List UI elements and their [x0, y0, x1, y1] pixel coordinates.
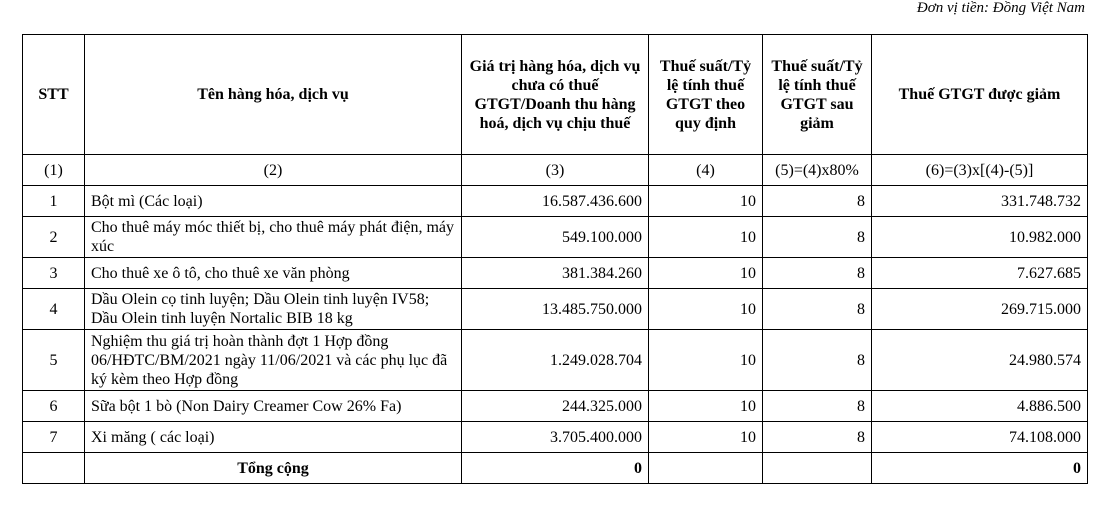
row-reduced-rate: 8 — [763, 217, 872, 258]
total-stt-cell — [23, 453, 85, 484]
row-item-name: Nghiệm thu giá trị hoàn thành đợt 1 Hợp đồng 06/HĐTC/BM/2021 ngày 11/06/2021 và các phụ lục đã ký kèm theo Hợp đồng — [85, 330, 462, 391]
row-reduced-rate: 8 — [763, 186, 872, 217]
header-value: Giá trị hàng hóa, dịch vụ chưa có thuế GTGT/Doanh thu hàng hoá, dịch vụ chịu thuế — [462, 35, 649, 155]
total-tax-reduced: 0 — [872, 453, 1088, 484]
row-rate: 10 — [649, 217, 763, 258]
table-row — [23, 217, 1088, 258]
row-reduced-rate: 8 — [763, 391, 872, 422]
header-rate: Thuế suất/Tỷ lệ tính thuế GTGT theo quy định — [649, 35, 763, 155]
row-item-name: Sữa bột 1 bò (Non Dairy Creamer Cow 26% Fa) — [85, 391, 462, 422]
row-stt: 7 — [23, 422, 85, 453]
row-tax-reduced: 24.980.574 — [872, 330, 1088, 391]
column-index: (4) — [649, 155, 763, 186]
row-reduced-rate: 8 — [763, 289, 872, 330]
vat-reduction-table — [22, 34, 1088, 484]
row-value: 13.485.750.000 — [462, 289, 649, 330]
row-value: 549.100.000 — [462, 217, 649, 258]
column-index: (3) — [462, 155, 649, 186]
row-value: 1.249.028.704 — [462, 330, 649, 391]
column-index: (5)=(4)x80% — [763, 155, 872, 186]
table-row — [23, 186, 1088, 217]
row-reduced-rate: 8 — [763, 422, 872, 453]
table-row — [23, 422, 1088, 453]
header-row — [23, 35, 1088, 155]
total-reduced-rate-cell — [763, 453, 872, 484]
row-rate: 10 — [649, 330, 763, 391]
row-tax-reduced: 7.627.685 — [872, 258, 1088, 289]
row-item-name: Xi măng ( các loại) — [85, 422, 462, 453]
row-stt: 6 — [23, 391, 85, 422]
row-stt: 1 — [23, 186, 85, 217]
header-item-name: Tên hàng hóa, dịch vụ — [85, 35, 462, 155]
row-value: 381.384.260 — [462, 258, 649, 289]
row-tax-reduced: 4.886.500 — [872, 391, 1088, 422]
row-reduced-rate: 8 — [763, 330, 872, 391]
row-tax-reduced: 269.715.000 — [872, 289, 1088, 330]
table-row — [23, 391, 1088, 422]
table-row — [23, 289, 1088, 330]
row-item-name: Cho thuê xe ô tô, cho thuê xe văn phòng — [85, 258, 462, 289]
row-rate: 10 — [649, 186, 763, 217]
row-item-name: Dầu Olein cọ tinh luyện; Dầu Olein tinh luyện IV58; Dầu Olein tinh luyện Nortalic BIB 18 kg — [85, 289, 462, 330]
table-row — [23, 258, 1088, 289]
row-item-name: Cho thuê máy móc thiết bị, cho thuê máy phát điện, máy xúc — [85, 217, 462, 258]
row-tax-reduced: 74.108.000 — [872, 422, 1088, 453]
column-index: (2) — [85, 155, 462, 186]
table-row — [23, 330, 1088, 391]
row-value: 3.705.400.000 — [462, 422, 649, 453]
total-value: 0 — [462, 453, 649, 484]
row-rate: 10 — [649, 391, 763, 422]
column-index-row — [23, 155, 1088, 186]
row-reduced-rate: 8 — [763, 258, 872, 289]
row-stt: 4 — [23, 289, 85, 330]
row-stt: 3 — [23, 258, 85, 289]
row-stt: 2 — [23, 217, 85, 258]
header-tax-reduced: Thuế GTGT được giảm — [872, 35, 1088, 155]
row-rate: 10 — [649, 422, 763, 453]
row-rate: 10 — [649, 258, 763, 289]
total-label: Tổng cộng — [85, 453, 462, 484]
row-item-name: Bột mì (Các loại) — [85, 186, 462, 217]
row-rate: 10 — [649, 289, 763, 330]
header-stt: STT — [23, 35, 85, 155]
row-stt: 5 — [23, 330, 85, 391]
row-tax-reduced: 10.982.000 — [872, 217, 1088, 258]
row-value: 244.325.000 — [462, 391, 649, 422]
column-index: (6)=(3)x[(4)-(5)] — [872, 155, 1088, 186]
row-tax-reduced: 331.748.732 — [872, 186, 1088, 217]
total-row — [23, 453, 1088, 484]
total-rate-cell — [649, 453, 763, 484]
row-value: 16.587.436.600 — [462, 186, 649, 217]
header-reduced-rate: Thuế suất/Tỷ lệ tính thuế GTGT sau giảm — [763, 35, 872, 155]
currency-unit-note: Đơn vị tiền: Đồng Việt Nam — [916, 0, 1085, 16]
column-index: (1) — [23, 155, 85, 186]
